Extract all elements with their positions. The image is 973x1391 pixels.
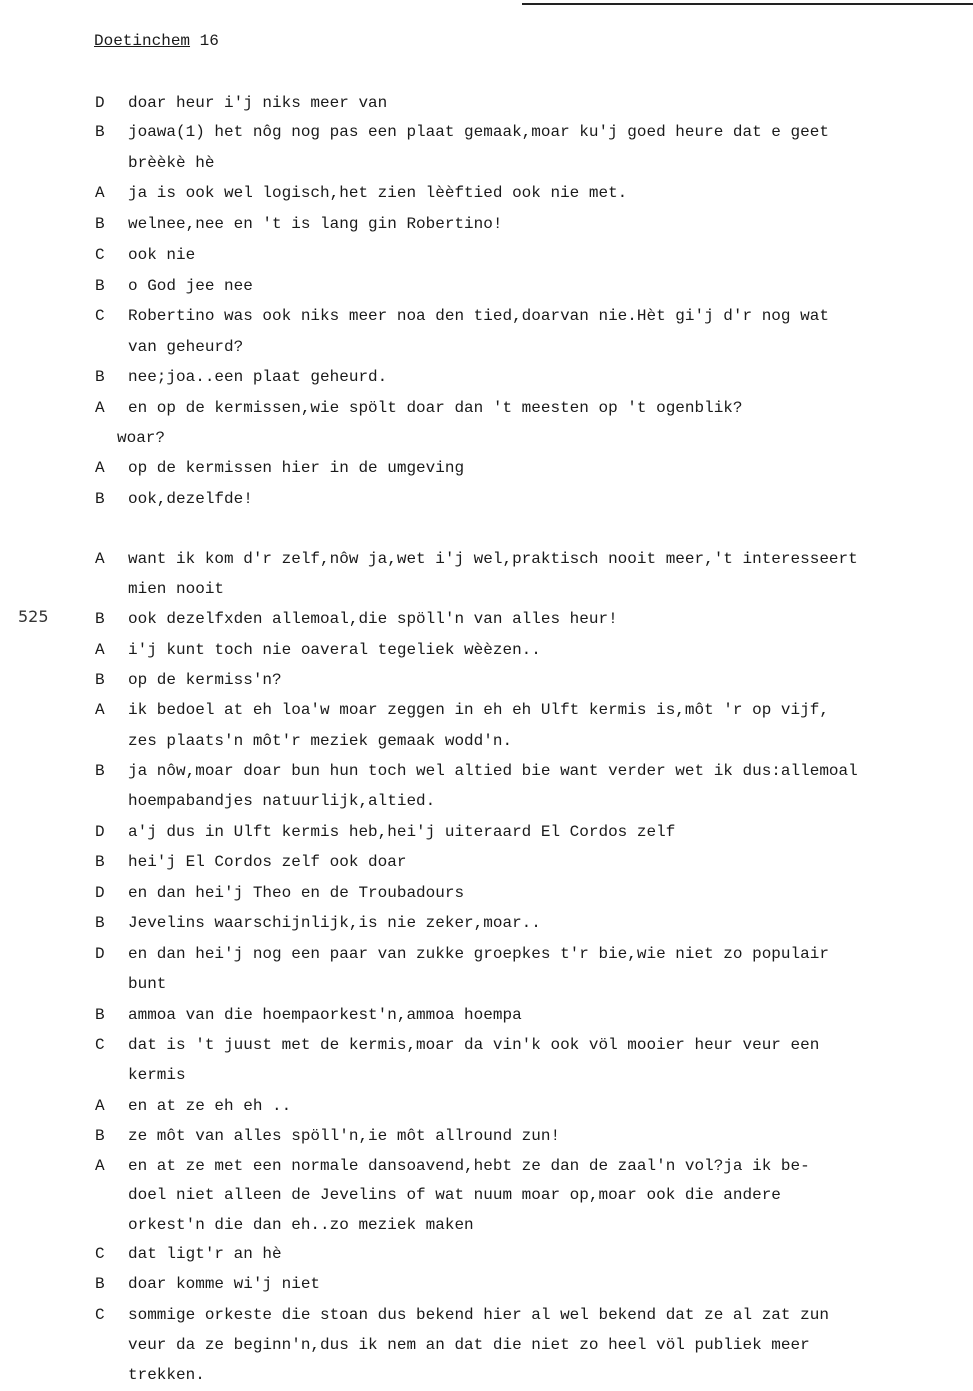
margin-line-number: 525 xyxy=(18,607,49,626)
transcript-line xyxy=(0,1095,973,1117)
speaker-label: D xyxy=(95,94,105,112)
speaker-label: B xyxy=(95,123,105,141)
speaker-label: C xyxy=(95,1306,105,1324)
utterance-continuation: bunt xyxy=(128,975,167,993)
utterance-text: op de kermissen hier in de umgeving xyxy=(128,459,465,477)
transcript-line xyxy=(0,1214,973,1236)
transcript-line xyxy=(0,760,973,782)
utterance-text: ammoa van die hoempaorkest'n,ammoa hoempa xyxy=(128,1006,522,1024)
utterance-text: sommige orkeste die stoan dus bekend hier al wel bekend dat ze al zat zun xyxy=(128,1306,829,1324)
speaker-label: A xyxy=(95,399,105,417)
speaker-label: C xyxy=(95,246,105,264)
utterance-continuation: woar? xyxy=(117,429,166,447)
transcript-line xyxy=(0,790,973,812)
speaker-label: A xyxy=(95,701,105,719)
transcript-line xyxy=(0,1155,973,1177)
utterance-continuation: doel niet alleen de Jevelins of wat nuum moar op,moar ook die andere xyxy=(128,1186,781,1204)
utterance-continuation: brèèkè hè xyxy=(128,154,215,172)
utterance-text: i'j kunt toch nie oaveral tegeliek wèèzen.. xyxy=(128,641,541,659)
utterance-text: ik bedoel at eh loa'w moar zeggen in eh eh Ulft kermis is,môt 'r op vijf, xyxy=(128,701,829,719)
transcript-line xyxy=(0,92,973,114)
transcript-line xyxy=(0,973,973,995)
transcript-line xyxy=(0,427,973,449)
speaker-label: A xyxy=(95,184,105,202)
speaker-label: B xyxy=(95,368,105,386)
speaker-label: B xyxy=(95,1275,105,1293)
transcript-line xyxy=(0,851,973,873)
transcript-line xyxy=(0,121,973,143)
utterance-text: joawa(1) het nôg nog pas een plaat gemaak,moar ku'j goed heure dat e geet xyxy=(128,123,829,141)
transcript-line xyxy=(0,366,973,388)
utterance-text: dat is 't juust met de kermis,moar da vin'k ook völ mooier heur veur een xyxy=(128,1036,820,1054)
utterance-text: ja nôw,moar doar bun hun toch wel altied bie want verder wet ik dus:allemoal xyxy=(128,762,858,780)
transcript-line xyxy=(0,669,973,691)
utterance-text: want ik kom d'r zelf,nôw ja,wet i'j wel,praktisch nooit meer,'t interesseert xyxy=(128,550,858,568)
utterance-continuation: zes plaats'n môt'r meziek gemaak wodd'n. xyxy=(128,732,513,750)
speaker-label: C xyxy=(95,1036,105,1054)
transcript-line xyxy=(0,730,973,752)
speaker-label: A xyxy=(95,641,105,659)
speaker-label: B xyxy=(95,1006,105,1024)
utterance-text: welnee,nee en 't is lang gin Robertino! xyxy=(128,215,503,233)
utterance-continuation: hoempabandjes natuurlijk,altied. xyxy=(128,792,436,810)
speaker-label: C xyxy=(95,1245,105,1263)
utterance-text: Robertino was ook niks meer noa den tied,doarvan nie.Hèt gi'j d'r nog wat xyxy=(128,307,829,325)
transcript-line xyxy=(0,608,973,630)
utterance-text: nee;joa..een plaat geheurd. xyxy=(128,368,388,386)
utterance-text: en dan hei'j Theo en de Troubadours xyxy=(128,884,465,902)
speaker-label: D xyxy=(95,884,105,902)
header-place: Doetinchem xyxy=(94,32,191,50)
utterance-text: en op de kermissen,wie spölt doar dan 't meesten op 't ogenblik? xyxy=(128,399,743,417)
speaker-label: C xyxy=(95,307,105,325)
speaker-label: B xyxy=(95,277,105,295)
transcript-line xyxy=(0,1004,973,1026)
transcript-line xyxy=(0,882,973,904)
transcript-line xyxy=(0,699,973,721)
transcript-line xyxy=(0,1364,973,1386)
utterance-text: doar heur i'j niks meer van xyxy=(128,94,388,112)
transcript-line xyxy=(0,1034,973,1056)
speaker-label: B xyxy=(95,610,105,628)
speaker-label: D xyxy=(95,823,105,841)
utterance-continuation: van geheurd? xyxy=(128,338,244,356)
utterance-text: a'j dus in Ulft kermis heb,hei'j uiteraard El Cordos zelf xyxy=(128,823,676,841)
transcript-line xyxy=(0,821,973,843)
utterance-text: op de kermiss'n? xyxy=(128,671,282,689)
transcript-line xyxy=(0,457,973,479)
speaker-label: B xyxy=(95,671,105,689)
utterance-text: ook nie xyxy=(128,246,196,264)
transcript-line xyxy=(0,1125,973,1147)
transcript-line xyxy=(0,1273,973,1295)
transcript-line xyxy=(0,639,973,661)
utterance-text: doar komme wi'j niet xyxy=(128,1275,321,1293)
utterance-text: o God jee nee xyxy=(128,277,253,295)
speaker-label: B xyxy=(95,490,105,508)
transcript-line xyxy=(0,488,973,510)
utterance-continuation: trekken. xyxy=(128,1366,205,1384)
transcript-line xyxy=(0,578,973,600)
transcript-line xyxy=(0,182,973,204)
header-page-number: 16 xyxy=(199,32,219,50)
utterance-continuation: veur da ze beginn'n,dus ik nem an dat die niet zo heel völ publiek meer xyxy=(128,1336,810,1354)
transcript-line xyxy=(0,1243,973,1265)
transcript-line xyxy=(0,152,973,174)
speaker-label: B xyxy=(95,762,105,780)
utterance-continuation: mien nooit xyxy=(128,580,225,598)
transcript-line xyxy=(0,275,973,297)
speaker-label: B xyxy=(95,853,105,871)
speaker-label: A xyxy=(95,550,105,568)
transcript-line xyxy=(0,213,973,235)
transcript-line xyxy=(0,1184,973,1206)
speaker-label: A xyxy=(95,459,105,477)
utterance-text: dat ligt'r an hè xyxy=(128,1245,282,1263)
transcript-line xyxy=(0,548,973,570)
utterance-text: en at ze eh eh .. xyxy=(128,1097,292,1115)
speaker-label: A xyxy=(95,1097,105,1115)
transcript-line xyxy=(0,397,973,419)
speaker-label: B xyxy=(95,914,105,932)
transcript-line xyxy=(0,1304,973,1326)
utterance-text: en dan hei'j nog een paar van zukke groepkes t'r bie,wie niet zo populair xyxy=(128,945,829,963)
transcript-line xyxy=(0,244,973,266)
speaker-label: D xyxy=(95,945,105,963)
top-rule xyxy=(522,3,973,5)
utterance-text: hei'j El Cordos zelf ook doar xyxy=(128,853,407,871)
transcript-line xyxy=(0,943,973,965)
utterance-text: ja is ook wel logisch,het zien lèèftied ook nie met. xyxy=(128,184,628,202)
speaker-label: B xyxy=(95,1127,105,1145)
utterance-text: ze môt van alles spöll'n,ie môt allround zun! xyxy=(128,1127,561,1145)
transcript-line xyxy=(0,1334,973,1356)
utterance-text: ook,dezelfde! xyxy=(128,490,253,508)
utterance-text: Jevelins waarschijnlijk,is nie zeker,moar.. xyxy=(128,914,541,932)
transcript-line xyxy=(0,336,973,358)
speaker-label: A xyxy=(95,1157,105,1175)
transcript-line xyxy=(0,305,973,327)
utterance-text: ook dezelfxden allemoal,die spöll'n van alles heur! xyxy=(128,610,618,628)
utterance-continuation: kermis xyxy=(128,1066,186,1084)
transcript-line xyxy=(0,518,973,540)
transcript-line xyxy=(0,912,973,934)
speaker-label: B xyxy=(95,215,105,233)
transcript-line xyxy=(0,1064,973,1086)
page-header xyxy=(94,30,219,52)
utterance-continuation: orkest'n die dan eh..zo meziek maken xyxy=(128,1216,474,1234)
utterance-text: en at ze met een normale dansoavend,hebt ze dan de zaal'n vol?ja ik be- xyxy=(128,1157,810,1175)
